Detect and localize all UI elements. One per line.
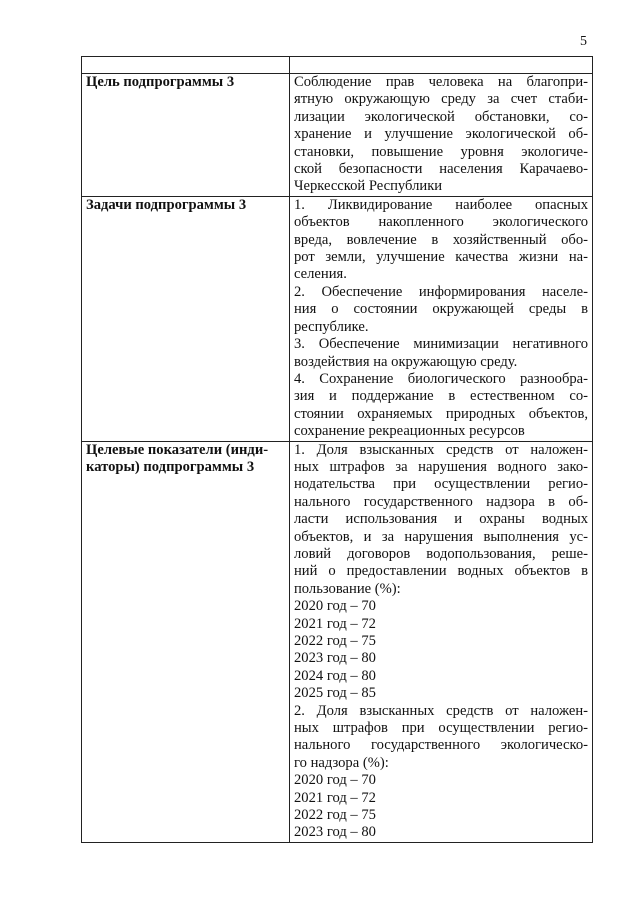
content-line: нодательства при осуществлении регио- — [294, 476, 588, 493]
content-line: лизации экологической обстановки, со- — [294, 108, 588, 125]
content-line: воздействия на окружающую среду. — [294, 353, 518, 370]
subprogram-passport-table — [81, 56, 593, 843]
content-line: объектов накопленного экологического — [294, 214, 588, 231]
content-line: сохранение рекреационных ресурсов — [294, 423, 525, 440]
content-line: вреда, вовлечение в хозяйственный обо- — [294, 231, 588, 248]
table-row-tasks — [82, 196, 593, 441]
table-row-indicators — [82, 441, 593, 842]
content-line: 1. Доля взысканных средств от наложен- — [294, 441, 588, 458]
spacer-cell-left — [82, 57, 290, 74]
content-line: хранение и улучшение экологической об- — [294, 126, 588, 143]
table-row-goal — [82, 74, 593, 197]
content-line: 2020 год – 70 — [294, 598, 376, 615]
row-label-indicators — [82, 441, 290, 842]
content-line: 2023 год – 80 — [294, 650, 376, 667]
row-label-tasks: Задачи подпрограммы 3 — [82, 196, 290, 441]
content-line: зия и поддержание в естественном со- — [294, 388, 588, 405]
row-content-goal — [290, 74, 593, 197]
content-line: нального государственного надзора в об- — [294, 493, 588, 510]
content-line: 1. Ликвидирование наиболее опасных — [294, 196, 588, 213]
content-line: ловий договоров водопользования, реше- — [294, 545, 588, 562]
spacer-cell-right — [290, 57, 593, 74]
page-number: 5 — [580, 34, 587, 49]
row-content-tasks — [290, 196, 593, 441]
content-line: рот земли, улучшение качества жизни на- — [294, 249, 588, 266]
content-line: 3. Обеспечение минимизации негативного — [294, 336, 588, 353]
content-line: республике. — [294, 318, 369, 335]
row-label-indicators-line1: Целевые показатели (инди- — [86, 441, 269, 458]
table-header-spacer-row — [82, 57, 593, 74]
content-line: 4. Сохранение биологического разнообра- — [294, 370, 588, 387]
content-line: становки, повышение уровня экологиче- — [294, 143, 588, 160]
content-line: ний о предоставлении водных объектов в — [294, 563, 588, 580]
content-line: го надзора (%): — [294, 754, 389, 771]
content-line: ния о состоянии окружающей среды в — [294, 301, 588, 318]
content-line: ятную окружающую среду за счет стаби- — [294, 91, 588, 108]
content-line: 2024 год – 80 — [294, 667, 376, 684]
content-line: ных штрафов при осуществлении регио- — [294, 720, 588, 737]
content-line: 2022 год – 75 — [294, 807, 376, 824]
content-line: объектов, и за нарушения выполнения ус- — [294, 528, 588, 545]
content-line: 2022 год – 75 — [294, 633, 376, 649]
content-line: Черкесской Республики — [294, 178, 443, 195]
content-line: 2. Доля взысканных средств от наложен- — [294, 702, 588, 719]
content-line: пользование (%): — [294, 580, 401, 597]
content-line: ской безопасности населения Карачаево- — [294, 161, 588, 178]
content-line: 2020 год – 70 — [294, 772, 376, 789]
content-line: 2021 год – 72 — [294, 789, 376, 806]
row-label-goal: Цель подпрограммы 3 — [82, 74, 290, 197]
content-line: Соблюдение прав человека на благопри- — [294, 74, 588, 90]
content-line: нального государственного экологическо- — [294, 737, 588, 754]
content-line: 2023 год – 80 — [294, 824, 376, 841]
row-content-indicators — [290, 441, 593, 842]
content-line: селения. — [294, 266, 347, 283]
content-line: ласти использования и охраны водных — [294, 511, 588, 528]
content-line: стоянии охраняемых природных объектов, — [294, 405, 588, 422]
row-label-indicators-line2: каторы) подпрограммы 3 — [86, 458, 255, 475]
content-line: 2. Обеспечение информирования населе- — [294, 283, 588, 300]
content-line: ных штрафов за нарушения водного зако- — [294, 458, 588, 475]
content-line: 2025 год – 85 — [294, 685, 376, 702]
content-line: 2021 год – 72 — [294, 615, 376, 632]
